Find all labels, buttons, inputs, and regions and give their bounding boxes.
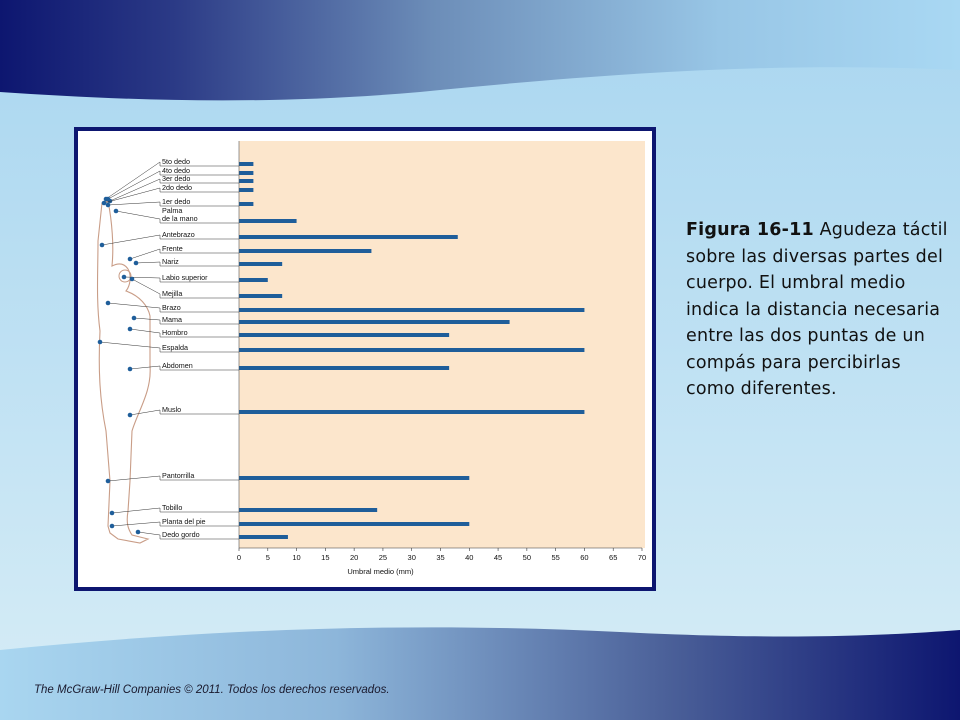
bar [239,219,297,223]
category-label: Antebrazo [162,230,195,239]
body-point-marker [98,340,103,345]
x-tick-label: 65 [609,553,618,562]
body-point-marker [128,257,133,262]
category-label: Brazo [162,303,181,312]
bar [239,333,449,337]
bar [239,162,253,166]
x-tick-label: 5 [265,553,270,562]
category-label: Labio superior [162,273,208,282]
bar [239,188,253,192]
body-point-marker [134,261,139,266]
body-point-marker [132,316,137,321]
body-point-marker [100,243,105,248]
bar [239,508,377,512]
bar [239,294,282,298]
x-tick-label: 25 [378,553,388,562]
tactile-acuity-chart [78,131,652,587]
body-point-marker [106,301,111,306]
category-label: Pantorrilla [162,471,195,480]
body-point-marker [128,367,133,372]
x-tick-label: 50 [522,553,532,562]
category-label: Tobillo [162,503,183,512]
x-tick-label: 20 [349,553,359,562]
body-point-marker [110,511,115,516]
body-point-marker [114,209,119,214]
copyright-notice: The McGraw-Hill Companies © 2011. Todos los derechos reservados. [34,684,390,696]
category-label: 3er dedo [162,174,191,183]
bar [239,202,253,206]
body-point-marker [110,524,115,529]
category-label: Muslo [162,405,182,414]
x-tick-label: 0 [236,553,242,562]
category-label: Espalda [162,343,188,352]
leader-line [130,410,239,415]
x-tick-label: 15 [321,553,330,562]
category-label: Mejilla [162,289,183,298]
category-label: Planta del pie [162,517,206,526]
category-label: Dedo gordo [162,530,200,539]
bar [239,249,371,253]
leader-line [136,262,239,266]
bar [239,308,584,312]
category-label: Hombro [162,328,188,337]
body-point-marker [106,479,111,484]
plot-background [239,141,645,548]
bar [239,235,458,239]
category-label: 2do dedo [162,183,192,192]
category-label: 4to dedo [162,166,190,175]
bar [239,179,253,183]
category-label: 5to dedo [162,157,190,166]
bar [239,410,584,414]
category-label: Frente [162,244,183,253]
body-point-marker [128,327,133,332]
x-tick-label: 35 [436,553,445,562]
caption-text: Agudeza táctil sobre las diversas partes del cuerpo. El umbral medio indica la distancia necesaria entre las dos puntas de un compás para percibirlas como diferentes. [686,220,948,399]
body-point-marker [136,530,141,535]
bar [239,476,469,480]
body-point-marker [106,203,111,208]
body-point-marker [128,413,133,418]
x-axis-label: Umbral medio (mm) [347,567,414,576]
category-label: Mama [162,315,182,324]
category-label: Palma de la mano [162,206,198,223]
leader-line [130,249,239,259]
figure-frame [74,127,656,591]
x-tick-label: 60 [580,553,589,562]
x-tick-label: 30 [407,553,416,562]
bar [239,278,268,282]
bar [239,262,282,266]
bar [239,366,449,370]
body-point-marker [122,275,127,280]
category-label: 1er dedo [162,197,191,206]
bar [239,171,253,175]
figure-caption [686,217,954,403]
figure-label: Figura 16-11 [686,220,814,240]
category-label: Abdomen [162,361,193,370]
x-tick-label: 40 [465,553,474,562]
x-tick-label: 10 [292,553,301,562]
x-tick-label: 45 [493,553,503,562]
bar [239,535,288,539]
bar [239,348,584,352]
x-tick-label: 55 [551,553,560,562]
human-body-figure-icon [98,201,151,543]
bar [239,522,469,526]
body-point-marker [130,277,135,282]
body-point-marker [102,201,107,206]
bottom-decorative-band [0,600,960,720]
x-tick-label: 70 [637,553,647,562]
bar [239,320,510,324]
top-decorative-band [0,0,960,130]
category-label: Nariz [162,257,179,266]
